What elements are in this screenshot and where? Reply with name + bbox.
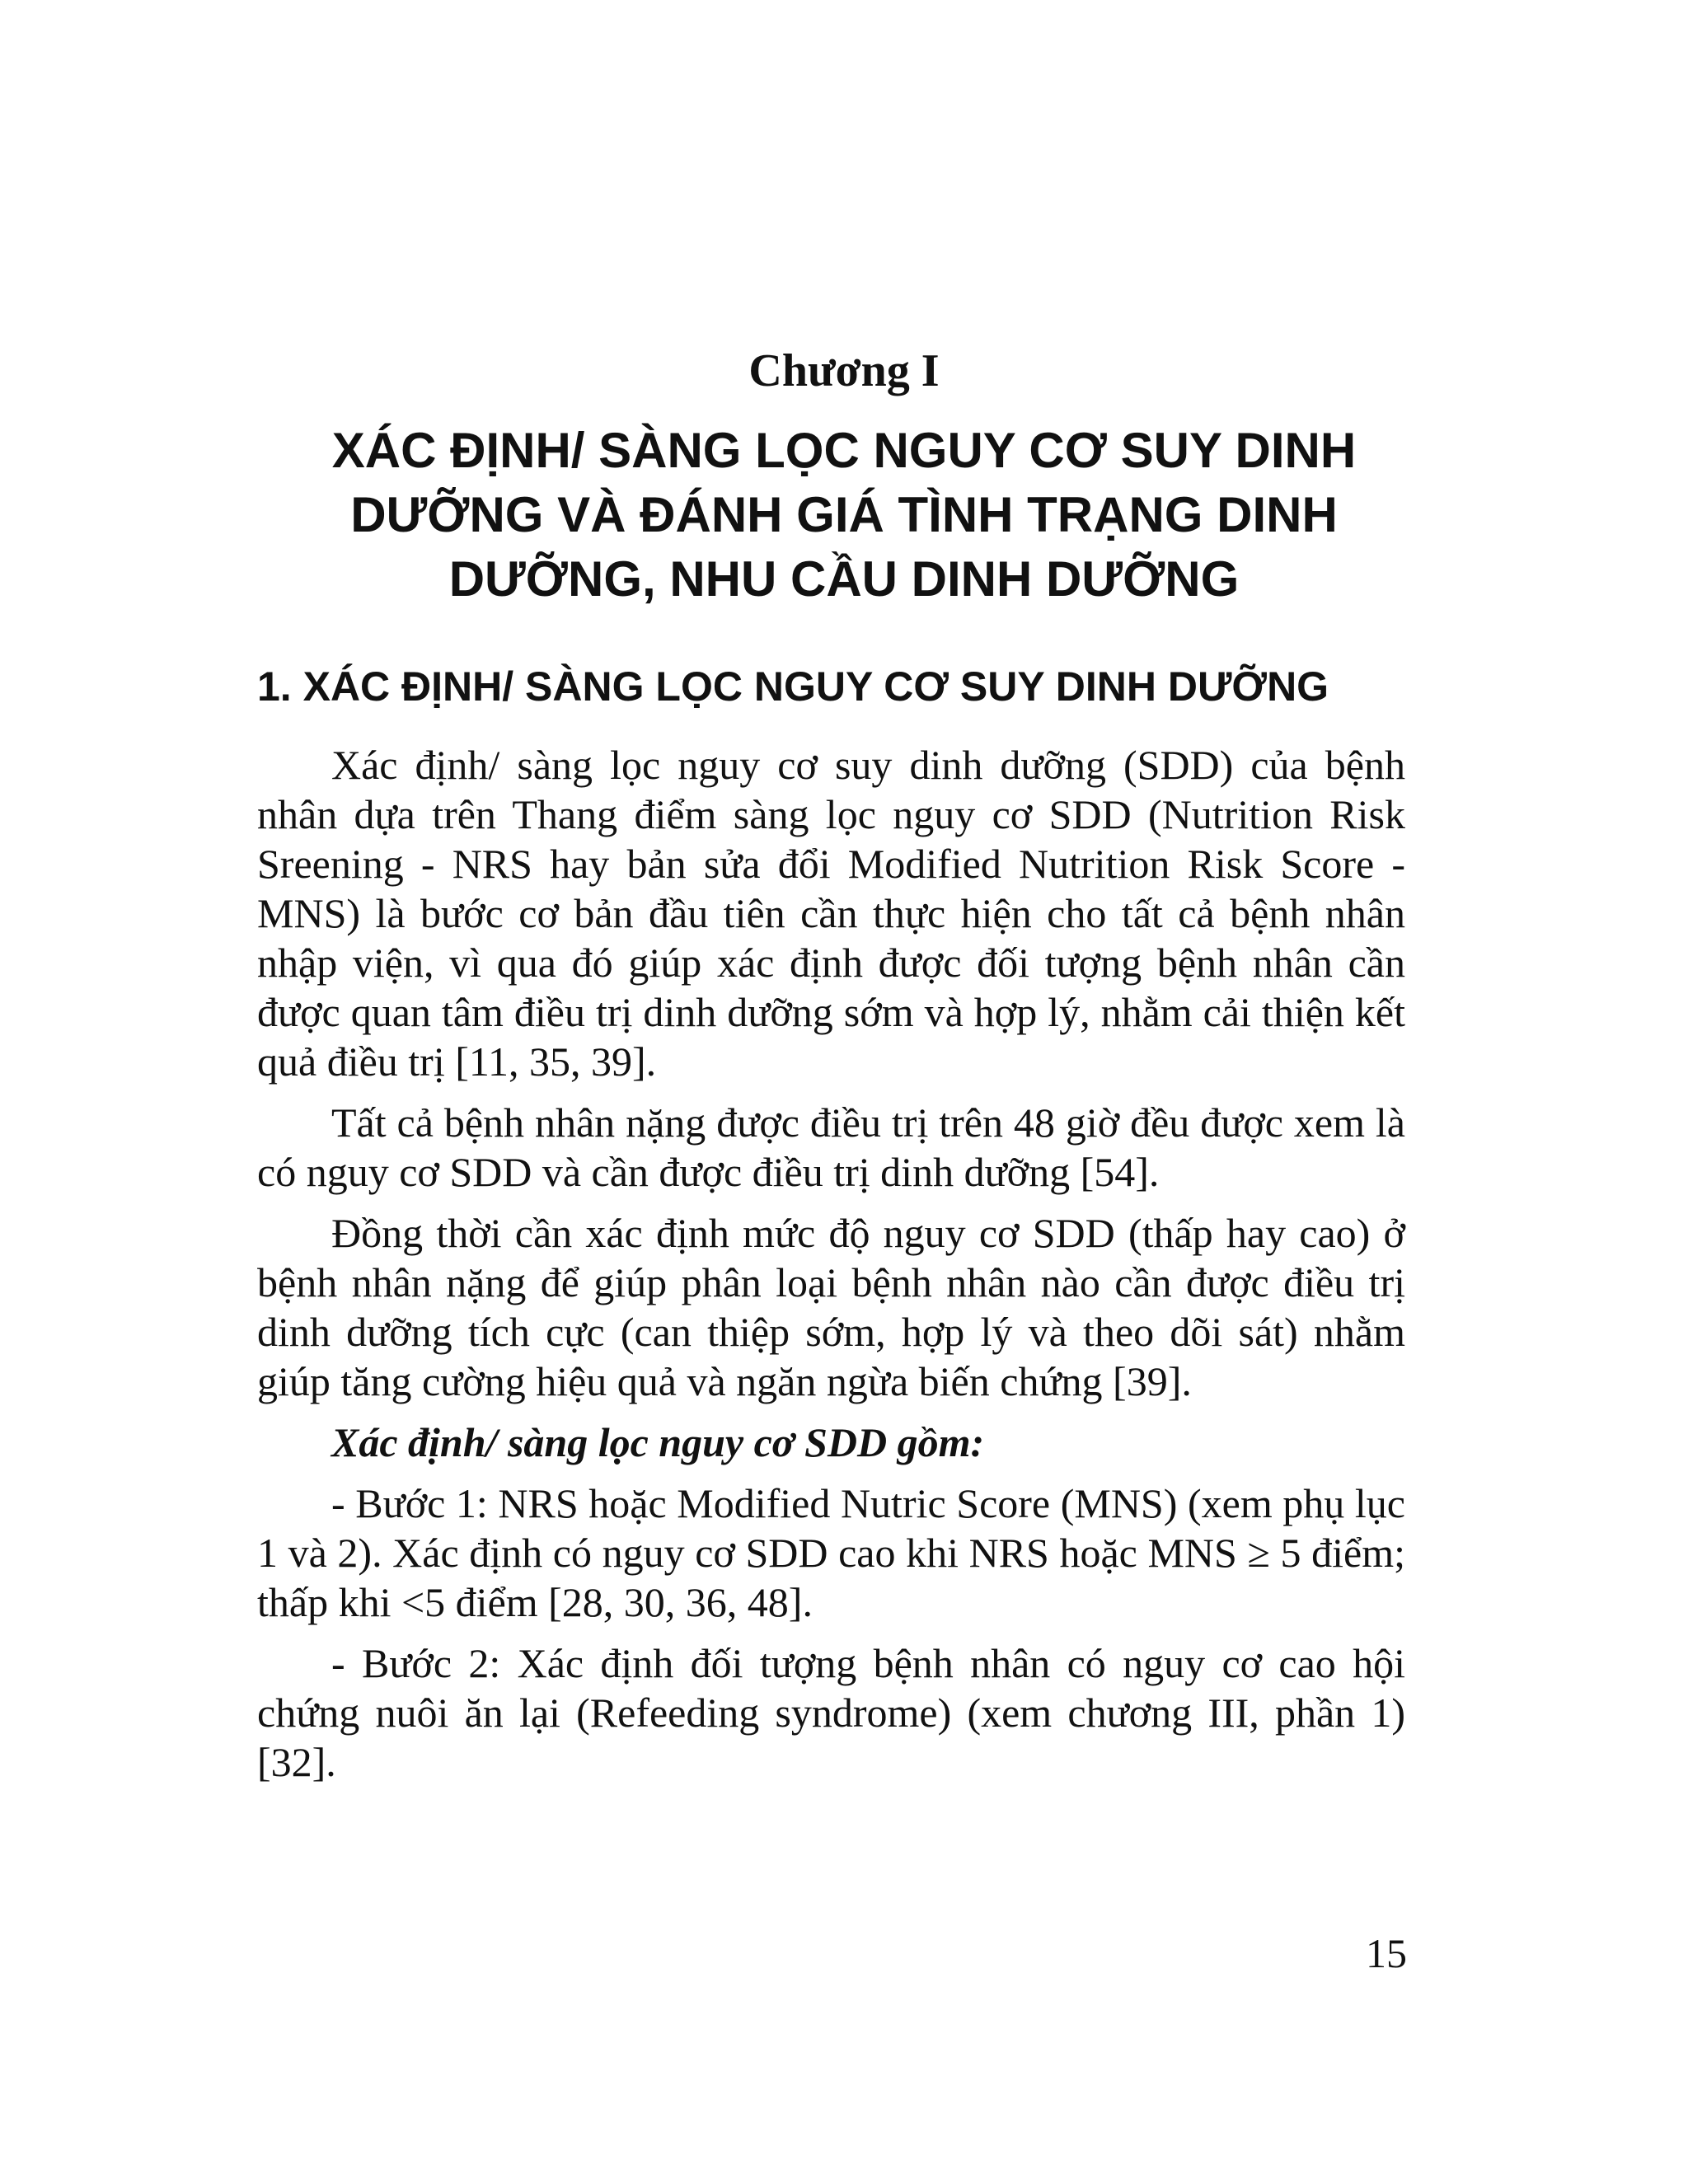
paragraph: Xác định/ sàng lọc nguy cơ suy dinh dưỡng (SDD) của bệnh nhân dựa trên Thang điểm sàng lọc nguy cơ SDD (Nutrition Risk Sreening - NRS hay bản sửa đổi Modified Nutrition Risk Score - MNS) là bước cơ bản đầu tiên cần thực hiện cho tất cả bệnh nhân nhập viện, vì qua đó giúp xác định được đối tượng bệnh nhân cần được quan tâm điều trị dinh dưỡng sớm và hợp lý, nhằm cải thiện kết quả điều trị [11, 35, 39]. — [257, 742, 1405, 1085]
chapter-label: Chương I — [748, 345, 940, 396]
section-body — [257, 740, 1405, 1798]
chapter-title: XÁC ĐỊNH/ SÀNG LỌC NGUY CƠ SUY DINH DƯỠNG VÀ ĐÁNH GIÁ TÌNH TRẠNG DINH DƯỠNG, NHU CẦU DINH DƯỠNG — [331, 423, 1357, 607]
step-item: - Bước 2: Xác định đối tượng bệnh nhân có nguy cơ cao hội chứng nuôi ăn lại (Refeeding syndrome) (xem chương III, phần 1) [32]. — [257, 1640, 1405, 1785]
screening-subheading: Xác định/ sàng lọc nguy cơ SDD gồm: — [331, 1419, 985, 1465]
section-heading: 1. XÁC ĐỊNH/ SÀNG LỌC NGUY CƠ SUY DINH DƯỠNG — [257, 663, 1329, 710]
paragraph: Tất cả bệnh nhân nặng được điều trị trên 48 giờ đều được xem là có nguy cơ SDD và cần được điều trị dinh dưỡng [54]. — [257, 1099, 1405, 1195]
step-item: - Bước 1: NRS hoặc Modified Nutric Score (MNS) (xem phụ lục 1 và 2). Xác định có nguy cơ SDD cao khi NRS hoặc MNS ≥ 5 điểm; thấp khi <5 điểm [28, 30, 36, 48]. — [257, 1480, 1405, 1625]
paragraph: Đồng thời cần xác định mức độ nguy cơ SDD (thấp hay cao) ở bệnh nhân nặng để giúp phân loại bệnh nhân nào cần được điều trị dinh dưỡng tích cực (can thiệp sớm, hợp lý và theo dõi sát) nhằm giúp tăng cường hiệu quả và ngăn ngừa biến chứng [39]. — [257, 1210, 1405, 1404]
page-number: 15 — [1366, 1930, 1407, 1976]
